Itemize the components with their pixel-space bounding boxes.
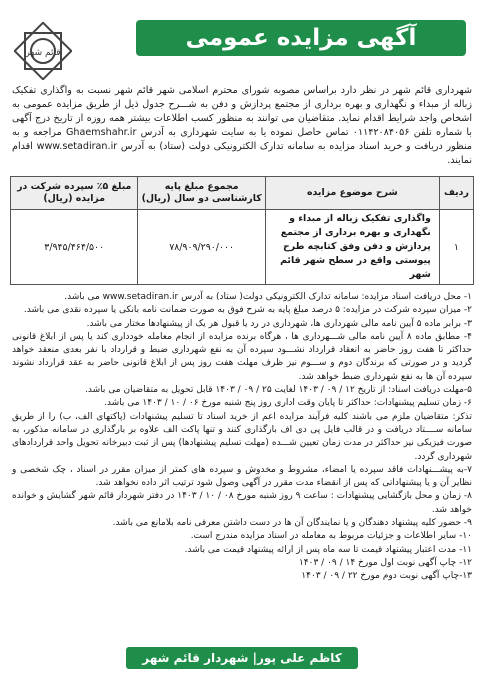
- condition-item: ۱۳-چاپ آگهی نوبت دوم مورخ ۲۲ / ۰۹ / ۱۴۰۳: [301, 571, 472, 582]
- signature-text: کاظم علی پور| شهردار قائم شهر: [126, 647, 357, 669]
- col-subject-header: شرح موضوع مزایده: [265, 177, 439, 210]
- table-row: [11, 210, 474, 285]
- condition-item: ۱- محل دریافت اسناد مزایده: سامانه تدارک الکترونیکی دولت( ستاد) به آدرس www.setadiran.ir می باشد.: [64, 292, 472, 302]
- notice-header: [10, 8, 474, 70]
- signature-block: [10, 645, 474, 671]
- condition-item: ۲- میزان سپرده شرکت در مزایده: ۵ درصد مبلغ پایه به شرح فوق به صورت ضمانت نامه بانکی یا سپرده نقدی می باشد.: [23, 305, 472, 316]
- condition-note: تذکر: متقاضیان ملزم می باشند کلیه فرآیند مزایده اعم از خرید اسناد تا تسلیم پیشنهادات (پاکتهای الف، ب) را از طریق سامانه ســــتاد دریافت و در قالب فایل پی دی اف بارگذاری کنند و تنها پاکت الف علاوه بر بارگذاری در سامانه مذکور، به صورت فیزیکی نیز حداکثر در مدت زمان تعیین شـــده (مهلت تسلیم پیشنهادها) پس از ثبت دبیرخانه تحویل واحد قراردادهای شهرداری گردد.: [12, 411, 472, 462]
- conditions-list: [12, 291, 472, 584]
- condition-item: ۸- زمان و محل بازگشایی پیشنهادات : ساعت ۹ روز شنبه مورخ ۰۸ / ۱۰ / ۱۴۰۳ در دفتر شهردار قائم شهر گشایش و خوانده خواهد شد.: [12, 491, 473, 515]
- table-header-row: [11, 177, 474, 210]
- row-deposit-amount: ۳/۹۴۵/۴۶۴/۵۰۰: [11, 210, 138, 285]
- condition-item: ۳- برابر ماده ۵ آیین نامه مالی شهرداری ها، شهرداری در رد یا قبول هر یک از پیشنهادها مختار می باشد.: [86, 318, 472, 329]
- col-deposit-header: مبلغ ۵٪ سپرده شرکت در مزایده (ریال): [11, 177, 138, 210]
- col-row-header: ردیف: [439, 177, 473, 210]
- condition-item: ۴- مطابق ماده ۸ آیین نامه مالی شـــهرداری ها ، هرگاه برنده مزایده از انجام معامله خودداری کند یا پس از ابلاغ قانونی حداکثر تا هفت روز حاضر به انعقاد قرارداد نشـــود سپرده آن به نفع شهرداری ضبط و قرارداد با نفر بعدی منعقد خواهد گردید و در صورتی که برندگان دوم و ســـوم نیز ظرف مهلت هفت روز پس از ابلاغ قانونی حاضر به عقد قرارداد نشوند سپرده آن ها به نفع شهرداری ضبط خواهد شد.: [12, 331, 472, 382]
- condition-item: ۷-به پیشـــنهادات فاقد سپرده یا امضاء، مشروط و مخدوش و سپرده های کمتر از میزان مقرر در اسناد ، چک شخصی و نظایر آن و یا پیشنهاداتی که پس از انقضاء مدت مقرر در آگهی وصول شود ترتیب اثر داده نخواهد شد.: [12, 464, 472, 489]
- row-base-amount: ۷۸/۹۰۹/۲۹۰/۰۰۰: [138, 210, 265, 285]
- row-number: ۱: [439, 210, 473, 285]
- condition-item: ۹- حضور کلیه پیشنهاد دهندگان و یا نمایندگان آن ها در دست داشتن معرفی نامه بلامانع می باشد.: [112, 518, 472, 529]
- condition-item: ۱۲- چاپ آگهی نوبت اول مورخ ۱۴ / ۰۹ / ۱۴۰۳: [298, 557, 472, 568]
- col-base-header: مجموع مبلغ پایه کارشناسی دو سال (ریال): [138, 177, 265, 210]
- tender-table: [10, 176, 474, 285]
- round-label: نوبت دوم: [138, 22, 185, 33]
- condition-item: ۱۱- مدت اعتبار پیشنهاد قیمت تا سه ماه پس از ارائه پیشنهاد قیمت می باشد.: [184, 544, 472, 555]
- condition-item: ۶- زمان تسلیم پیشنهادات: حداکثر تا پایان وقت اداری روز پنج شنبه مورخ ۰۶ / ۱۰ / ۱۴۰۳ می باشد.: [103, 398, 472, 409]
- municipality-logo-icon: [14, 22, 72, 80]
- condition-item: ۱۰- سایر اطلاعات و جزئیات مربوط به معامله در اسناد مزایده مندرج است.: [190, 531, 472, 542]
- intro-paragraph: شهرداری قائم شهر در نظر دارد براساس مصوبه شورای محترم اسلامی شهر قائم شهر نسبت به واگذاری تفکیک زباله از مبداء و نگهداری و بهره برداری از مجتمع پردازش و دفن به شـــرح جدول ذیل از طریق مزایده عمومی به اشخاص واجد شرایط اقدام نماید. متقاضیان می توانند به منظور کسب اطلاعات بیشتر همه روزه از تاریخ درج آگهی با شماره تلفن ۰۱۱۴۲۰۸۴۰۵۶ تماس حاصل نموده یا به سایت شهرداری به آدرس Ghaemshahr.ir مراجعه و به منظور دریافت و خرید اسناد مزایده به سامانه تدارک الکترونیکی دولت (ستاد) به آدرس www.setadiran.ir اقدام نمایند.: [12, 85, 472, 166]
- notice-title: آگهی مزایده عمومی: [136, 20, 466, 56]
- logo-text: قائم شهر: [25, 48, 61, 58]
- row-subject: واگذاری تفکیک زباله از مبداء و نگهداری و بهره برداری از مجتمع پردازش و دفن وفق کتابچه طرح پیوستی واقع در سطح شهر قائم شهر: [265, 210, 439, 285]
- condition-item: ۵-مهلت دریافت اسناد: از تاریخ ۱۲ / ۰۹ / ۱۴۰۳ لغایت ۲۵ / ۰۹ / ۱۴۰۳ قابل تحویل به متقاضیان می باشد.: [85, 385, 472, 396]
